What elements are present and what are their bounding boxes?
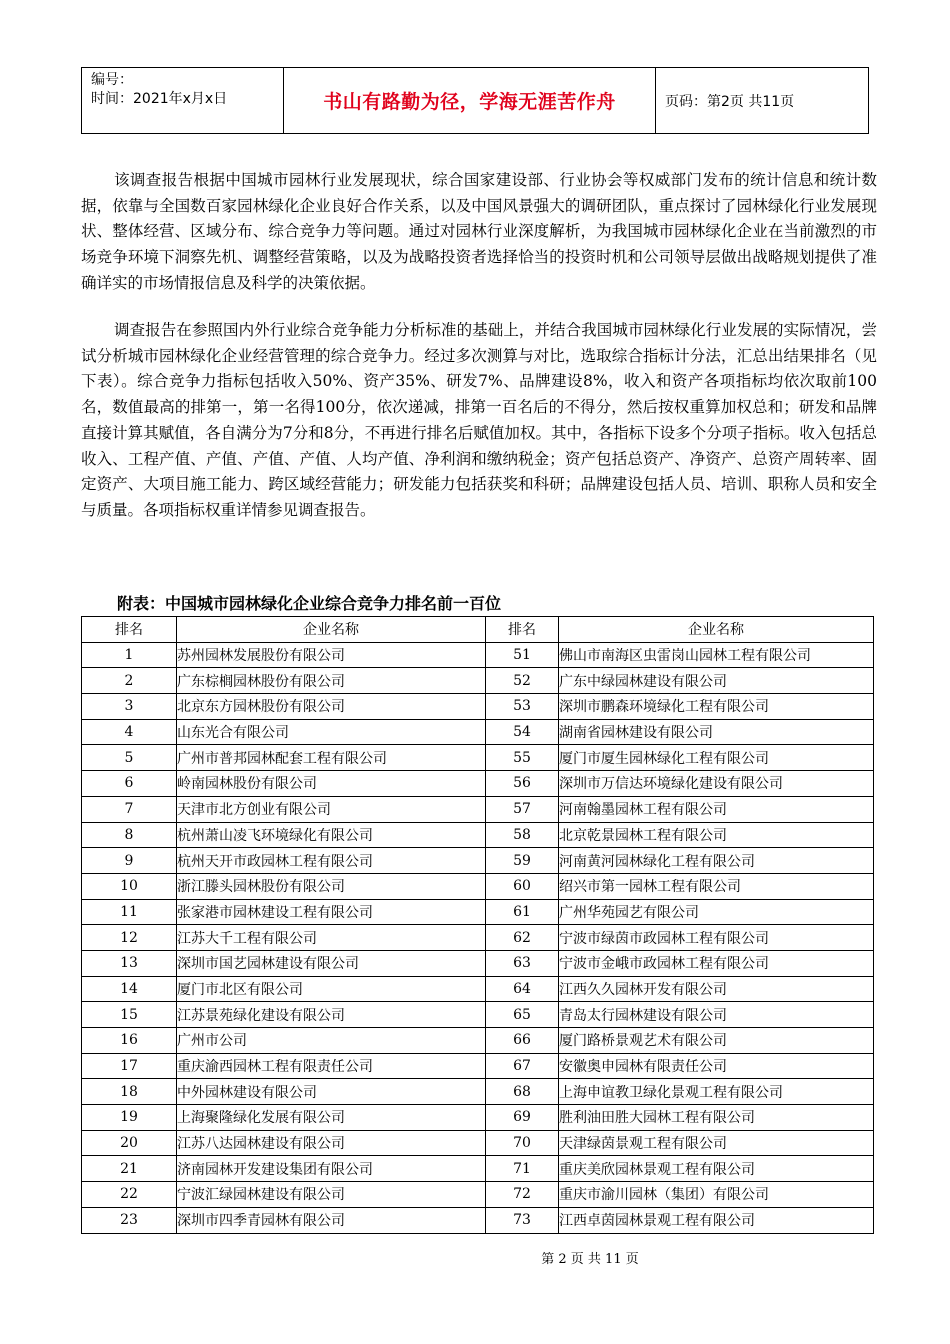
rank-cell: 68 xyxy=(486,1079,559,1105)
rank-cell: 5 xyxy=(82,745,177,771)
table-row xyxy=(82,668,874,694)
page-footer: 第 2 页 共 11 页 xyxy=(541,1252,639,1267)
company-name-cell: 宁波市金峨市政园林工程有限公司 xyxy=(559,950,874,976)
rank-cell: 52 xyxy=(486,668,559,694)
table-row xyxy=(82,1207,874,1233)
rank-cell: 19 xyxy=(82,1105,177,1131)
company-name-cell: 天津绿茵景观工程有限公司 xyxy=(559,1130,874,1156)
rank-cell: 65 xyxy=(486,1002,559,1028)
company-name-cell: 厦门市北区有限公司 xyxy=(177,976,486,1002)
rank-cell: 73 xyxy=(486,1207,559,1233)
table-row xyxy=(82,642,874,668)
company-name-cell: 天津市北方创业有限公司 xyxy=(177,796,486,822)
header-company-right: 企业名称 xyxy=(559,617,874,643)
company-name-cell: 深圳市四季青园林有限公司 xyxy=(177,1207,486,1233)
rank-cell: 58 xyxy=(486,822,559,848)
rank-cell: 1 xyxy=(82,642,177,668)
company-name-cell: 重庆美欣园林景观工程有限公司 xyxy=(559,1156,874,1182)
table-row xyxy=(82,719,874,745)
table-row xyxy=(82,822,874,848)
ranking-table-body xyxy=(82,642,874,1233)
table-row xyxy=(82,694,874,720)
table-row xyxy=(82,796,874,822)
table-row xyxy=(82,1079,874,1105)
company-name-cell: 山东光合有限公司 xyxy=(177,719,486,745)
table-row xyxy=(82,1028,874,1054)
company-name-cell: 胜利油田胜大园林工程有限公司 xyxy=(559,1105,874,1131)
company-name-cell: 江苏景苑绿化建设有限公司 xyxy=(177,1002,486,1028)
company-name-cell: 杭州萧山凌飞环境绿化有限公司 xyxy=(177,822,486,848)
rank-cell: 2 xyxy=(82,668,177,694)
rank-cell: 67 xyxy=(486,1053,559,1079)
table-row xyxy=(82,925,874,951)
rank-cell: 3 xyxy=(82,694,177,720)
rank-cell: 17 xyxy=(82,1053,177,1079)
table-row xyxy=(82,976,874,1002)
ranking-table xyxy=(81,616,874,1234)
header-meta xyxy=(82,68,284,133)
rank-cell: 62 xyxy=(486,925,559,951)
company-name-cell: 江苏八达园林建设有限公司 xyxy=(177,1130,486,1156)
company-name-cell: 上海聚隆绿化发展有限公司 xyxy=(177,1105,486,1131)
company-name-cell: 重庆市渝川园林（集团）有限公司 xyxy=(559,1182,874,1208)
table-header-row xyxy=(82,617,874,643)
rank-cell: 7 xyxy=(82,796,177,822)
company-name-cell: 青岛太行园林建设有限公司 xyxy=(559,1002,874,1028)
page-header xyxy=(81,67,869,134)
rank-cell: 9 xyxy=(82,848,177,874)
company-name-cell: 张家港市园林建设工程有限公司 xyxy=(177,899,486,925)
rank-cell: 21 xyxy=(82,1156,177,1182)
table-row xyxy=(82,1182,874,1208)
rank-cell: 18 xyxy=(82,1079,177,1105)
rank-cell: 57 xyxy=(486,796,559,822)
company-name-cell: 岭南园林股份有限公司 xyxy=(177,771,486,797)
table-row xyxy=(82,1156,874,1182)
table-row xyxy=(82,950,874,976)
table-row xyxy=(82,1002,874,1028)
header-motto: 书山有路勤为径，学海无涯苦作舟 xyxy=(284,68,656,133)
company-name-cell: 江西卓茵园林景观工程有限公司 xyxy=(559,1207,874,1233)
company-name-cell: 广东棕榈园林股份有限公司 xyxy=(177,668,486,694)
header-code: 编号： xyxy=(91,72,133,88)
rank-cell: 6 xyxy=(82,771,177,797)
rank-cell: 59 xyxy=(486,848,559,874)
rank-cell: 14 xyxy=(82,976,177,1002)
company-name-cell: 深圳市鹏森环境绿化工程有限公司 xyxy=(559,694,874,720)
rank-cell: 4 xyxy=(82,719,177,745)
company-name-cell: 重庆渝西园林工程有限责任公司 xyxy=(177,1053,486,1079)
company-name-cell: 宁波市绿茵市政园林工程有限公司 xyxy=(559,925,874,951)
company-name-cell: 安徽奥申园林有限责任公司 xyxy=(559,1053,874,1079)
header-page-number: 页码：第2页 共11页 xyxy=(665,93,795,110)
rank-cell: 53 xyxy=(486,694,559,720)
header-rank-left: 排名 xyxy=(82,617,177,643)
rank-cell: 55 xyxy=(486,745,559,771)
table-row xyxy=(82,1053,874,1079)
body-paragraph-1: 该调查报告根据中国城市园林行业发展现状，综合国家建设部、行业协会等权威部门发布的统计信息和统计数据，依靠与全国数百家园林绿化企业良好合作关系，以及中国风景强大的调研团队，重点探讨了园林绿化行业发展现状、整体经营、区域分布、综合竞争力等问题。通过对园林行业深度解析，为我国城市园林绿化企业在当前激烈的市场竞争环境下洞察先机、调整经营策略，以及为战略投资者选择恰当的投资时机和公司领导层做出战略规划提供了准确详实的市场情报信息及科学的决策依据。 xyxy=(81,171,877,292)
rank-cell: 60 xyxy=(486,873,559,899)
company-name-cell: 宁波汇绿园林建设有限公司 xyxy=(177,1182,486,1208)
company-name-cell: 厦门路桥景观艺术有限公司 xyxy=(559,1028,874,1054)
company-name-cell: 上海申谊教卫绿化景观工程有限公司 xyxy=(559,1079,874,1105)
rank-cell: 66 xyxy=(486,1028,559,1054)
header-company-left: 企业名称 xyxy=(177,617,486,643)
rank-cell: 13 xyxy=(82,950,177,976)
company-name-cell: 广州华苑园艺有限公司 xyxy=(559,899,874,925)
company-name-cell: 厦门市厦生园林绿化工程有限公司 xyxy=(559,745,874,771)
rank-cell: 64 xyxy=(486,976,559,1002)
company-name-cell: 河南翰墨园林工程有限公司 xyxy=(559,796,874,822)
rank-cell: 71 xyxy=(486,1156,559,1182)
company-name-cell: 河南黄河园林绿化工程有限公司 xyxy=(559,848,874,874)
table-row xyxy=(82,899,874,925)
company-name-cell: 深圳市国艺园林建设有限公司 xyxy=(177,950,486,976)
company-name-cell: 苏州园林发展股份有限公司 xyxy=(177,642,486,668)
table-title: 附表：中国城市园林绿化企业综合竞争力排名前一百位 xyxy=(117,594,502,613)
rank-cell: 69 xyxy=(486,1105,559,1131)
rank-cell: 10 xyxy=(82,873,177,899)
company-name-cell: 湖南省园林建设有限公司 xyxy=(559,719,874,745)
company-name-cell: 浙江滕头园林股份有限公司 xyxy=(177,873,486,899)
rank-cell: 51 xyxy=(486,642,559,668)
rank-cell: 72 xyxy=(486,1182,559,1208)
company-name-cell: 北京乾景园林工程有限公司 xyxy=(559,822,874,848)
rank-cell: 54 xyxy=(486,719,559,745)
rank-cell: 23 xyxy=(82,1207,177,1233)
company-name-cell: 中外园林建设有限公司 xyxy=(177,1079,486,1105)
rank-cell: 61 xyxy=(486,899,559,925)
rank-cell: 22 xyxy=(82,1182,177,1208)
header-time: 时间：2021年x月x日 xyxy=(91,91,228,107)
table-row xyxy=(82,848,874,874)
company-name-cell: 江苏大千工程有限公司 xyxy=(177,925,486,951)
company-name-cell: 广州市普邦园林配套工程有限公司 xyxy=(177,745,486,771)
company-name-cell: 广东中绿园林建设有限公司 xyxy=(559,668,874,694)
rank-cell: 56 xyxy=(486,771,559,797)
table-row xyxy=(82,745,874,771)
company-name-cell: 广州市公司 xyxy=(177,1028,486,1054)
company-name-cell: 济南园林开发建设集团有限公司 xyxy=(177,1156,486,1182)
table-row xyxy=(82,771,874,797)
company-name-cell: 江西久久园林开发有限公司 xyxy=(559,976,874,1002)
rank-cell: 70 xyxy=(486,1130,559,1156)
header-rank-right: 排名 xyxy=(486,617,559,643)
rank-cell: 16 xyxy=(82,1028,177,1054)
rank-cell: 15 xyxy=(82,1002,177,1028)
rank-cell: 11 xyxy=(82,899,177,925)
company-name-cell: 绍兴市第一园林工程有限公司 xyxy=(559,873,874,899)
table-row xyxy=(82,1105,874,1131)
company-name-cell: 深圳市万信达环境绿化建设有限公司 xyxy=(559,771,874,797)
table-row xyxy=(82,873,874,899)
body-paragraph-2: 调查报告在参照国内外行业综合竞争能力分析标准的基础上，并结合我国城市园林绿化行业发展的实际情况，尝试分析城市园林绿化企业经营管理的综合竞争力。经过多次测算与对比，选取综合指标计分法，汇总出结果排名（见下表）。综合竞争力指标包括收入50%、资产35%、研发7%、品牌建设8%，收入和资产各项指标均依次取前100名，数值最高的排第一，第一名得100分，依次递减，排第一百名后的不得分，然后按权重算加权总和；研发和品牌直接计算其赋值，各自满分为7分和8分，不再进行排名后赋值加权。其中，各指标下设多个分项子指标。收入包括总收入、工程产值、产值、产值、产值、人均产值、净利润和缴纳税金；资产包括总资产、净资产、总资产周转率、固定资产、大项目施工能力、跨区域经营能力；研发能力包括获奖和科研；品牌建设包括人员、培训、职称人员和安全与质量。各项指标权重详情参见调查报告。 xyxy=(81,321,877,519)
table-row xyxy=(82,1130,874,1156)
company-name-cell: 佛山市南海区虫雷岗山园林工程有限公司 xyxy=(559,642,874,668)
company-name-cell: 北京东方园林股份有限公司 xyxy=(177,694,486,720)
company-name-cell: 杭州天开市政园林工程有限公司 xyxy=(177,848,486,874)
rank-cell: 63 xyxy=(486,950,559,976)
rank-cell: 8 xyxy=(82,822,177,848)
rank-cell: 12 xyxy=(82,925,177,951)
rank-cell: 20 xyxy=(82,1130,177,1156)
